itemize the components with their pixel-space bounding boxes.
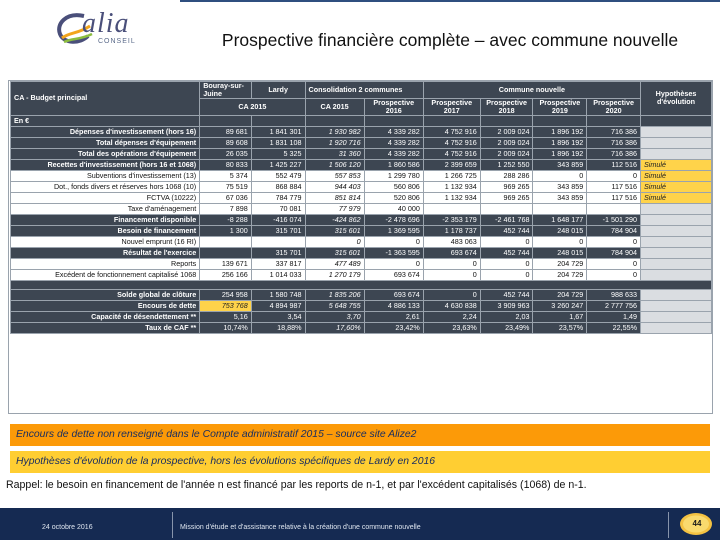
value-cell: 67 036 [200, 192, 252, 203]
value-cell [251, 236, 305, 247]
hypothesis-cell [641, 137, 712, 148]
value-cell [200, 247, 252, 258]
value-cell: 784 779 [251, 192, 305, 203]
header-blank [305, 115, 364, 126]
value-cell [423, 203, 480, 214]
value-cell: 693 674 [423, 247, 480, 258]
value-cell: 988 633 [587, 289, 641, 300]
row-label: Excédent de fonctionnement capitalisé 1068 [11, 269, 200, 280]
value-cell: 1 896 192 [533, 148, 587, 159]
value-cell: 1 896 192 [533, 137, 587, 148]
row-label: Dot., fonds divers et réserves hors 1068 (10) [11, 181, 200, 192]
table-row [11, 311, 712, 322]
table-row [11, 269, 712, 280]
hypothesis-cell [641, 214, 712, 225]
value-cell: 560 806 [364, 181, 423, 192]
value-cell: 452 744 [480, 289, 533, 300]
value-cell: 1 648 177 [533, 214, 587, 225]
value-cell: 693 674 [364, 269, 423, 280]
value-cell: 204 729 [533, 258, 587, 269]
row-label: Résultat de l'exercice [11, 247, 200, 258]
value-cell: 2 777 756 [587, 300, 641, 311]
value-cell: 0 [533, 236, 587, 247]
value-cell: 75 519 [200, 181, 252, 192]
value-cell: 254 958 [200, 289, 252, 300]
hypothesis-cell: Simulé [641, 181, 712, 192]
logo-text: alia [82, 8, 130, 39]
value-cell: 784 904 [587, 247, 641, 258]
note-encours: Encours de dette non renseigné dans le Compte administratif 2015 – source site Alize2 [10, 424, 710, 446]
value-cell: 1,49 [587, 311, 641, 322]
value-cell: 557 853 [305, 170, 364, 181]
row-label: Besoin de financement [11, 225, 200, 236]
value-cell [200, 236, 252, 247]
footer-mission: Mission d'étude et d'assistance relative à la création d'une commune nouvelle [180, 524, 421, 531]
row-label: Solde global de clôture [11, 289, 200, 300]
header-unit: En € [11, 115, 200, 126]
table-row [11, 159, 712, 170]
value-cell: 343 859 [533, 192, 587, 203]
value-cell: 3 260 247 [533, 300, 587, 311]
value-cell: 0 [364, 258, 423, 269]
value-cell: 0 [305, 236, 364, 247]
value-cell: 0 [423, 258, 480, 269]
value-cell: 23,49% [480, 322, 533, 333]
row-label: Total dépenses d'équipement [11, 137, 200, 148]
value-cell: 315 601 [305, 247, 364, 258]
value-cell: 248 015 [533, 225, 587, 236]
header-lardy: Lardy [251, 82, 305, 99]
table-row [11, 236, 712, 247]
footer-date: 24 octobre 2016 [42, 524, 93, 531]
header-bouray: Bouray-sur-Juine [200, 82, 252, 99]
row-label: Encours de dette [11, 300, 200, 311]
hypothesis-cell [641, 126, 712, 137]
value-cell: 315 701 [251, 225, 305, 236]
value-cell: 0 [423, 269, 480, 280]
value-cell: 753 768 [200, 300, 252, 311]
value-cell: 89 608 [200, 137, 252, 148]
value-cell: 23,63% [423, 322, 480, 333]
value-cell: 337 817 [251, 258, 305, 269]
table-row [11, 300, 712, 311]
value-cell: 0 [533, 170, 587, 181]
value-cell: 1 841 301 [251, 126, 305, 137]
value-cell: 0 [587, 258, 641, 269]
header-consolidation: Consolidation 2 communes [305, 82, 423, 99]
value-cell: 477 489 [305, 258, 364, 269]
value-cell: 1 369 595 [364, 225, 423, 236]
value-cell: 343 859 [533, 159, 587, 170]
value-cell: 969 265 [480, 192, 533, 203]
hypothesis-cell [641, 258, 712, 269]
value-cell: 452 744 [480, 247, 533, 258]
value-cell: 343 859 [533, 181, 587, 192]
value-cell [587, 203, 641, 214]
value-cell: 117 516 [587, 192, 641, 203]
value-cell: 1 831 108 [251, 137, 305, 148]
header-hypotheses: Hypothèses d'évolution [641, 82, 712, 116]
value-cell: 77 979 [305, 203, 364, 214]
value-cell: 2 009 024 [480, 126, 533, 137]
header-blank [423, 115, 480, 126]
row-label: FCTVA (10222) [11, 192, 200, 203]
header-blank [251, 115, 305, 126]
value-cell: -1 501 290 [587, 214, 641, 225]
value-cell: 0 [480, 258, 533, 269]
table-row [11, 225, 712, 236]
logo-subtext: CONSEIL [98, 38, 136, 45]
value-cell: 5 648 755 [305, 300, 364, 311]
table-row [11, 289, 712, 300]
value-cell: 18,88% [251, 322, 305, 333]
page-number: 44 [692, 519, 702, 528]
table-row [11, 137, 712, 148]
value-cell: 552 479 [251, 170, 305, 181]
note-hypotheses: Hypothèses d'évolution de la prospective, hors les évolutions spécifiques de Lardy en 2016 [10, 451, 710, 473]
value-cell: 716 386 [587, 126, 641, 137]
value-cell: 204 729 [533, 269, 587, 280]
value-cell: 288 286 [480, 170, 533, 181]
row-label: Financement disponible [11, 214, 200, 225]
value-cell: 851 814 [305, 192, 364, 203]
prospective-table [10, 81, 712, 334]
value-cell: 3 909 963 [480, 300, 533, 311]
value-cell: -2 461 768 [480, 214, 533, 225]
value-cell: 1 920 716 [305, 137, 364, 148]
value-cell: 7 898 [200, 203, 252, 214]
value-cell: 3,70 [305, 311, 364, 322]
value-cell: 204 729 [533, 289, 587, 300]
value-cell: 22,55% [587, 322, 641, 333]
value-cell: 5 325 [251, 148, 305, 159]
row-label: Taxe d'aménagement [11, 203, 200, 214]
value-cell: 89 681 [200, 126, 252, 137]
spacer-cell [11, 280, 712, 289]
table-row [11, 148, 712, 159]
value-cell: 0 [480, 269, 533, 280]
value-cell: 70 081 [251, 203, 305, 214]
header-year: Prospective 2016 [364, 98, 423, 115]
value-cell: 0 [480, 236, 533, 247]
value-cell: 0 [587, 236, 641, 247]
hypothesis-cell [641, 311, 712, 322]
value-cell: 0 [423, 289, 480, 300]
footer-divider [668, 512, 669, 538]
hypothesis-cell [641, 269, 712, 280]
header-commune-nouvelle: Commune nouvelle [423, 82, 640, 99]
header-blank [641, 115, 712, 126]
value-cell: -8 288 [200, 214, 252, 225]
value-cell: 4 339 282 [364, 137, 423, 148]
value-cell: 248 015 [533, 247, 587, 258]
hypothesis-cell [641, 247, 712, 258]
value-cell: 1 425 227 [251, 159, 305, 170]
value-cell: -416 074 [251, 214, 305, 225]
header-label-cell: CA - Budget principal [11, 82, 200, 116]
value-cell: -424 862 [305, 214, 364, 225]
value-cell: 1 860 586 [364, 159, 423, 170]
row-label: Total des opérations d'équipement [11, 148, 200, 159]
value-cell: 2,24 [423, 311, 480, 322]
row-label: Reports [11, 258, 200, 269]
value-cell: 1 580 748 [251, 289, 305, 300]
header-blank [200, 115, 252, 126]
footer-divider [172, 512, 173, 538]
hypothesis-cell [641, 289, 712, 300]
table-row [11, 322, 712, 333]
table-header-row [11, 115, 712, 126]
value-cell: 1 266 725 [423, 170, 480, 181]
row-label: Capacité de désendettement ** [11, 311, 200, 322]
row-label: Nouvel emprunt (16 RI) [11, 236, 200, 247]
table-row [11, 247, 712, 258]
value-cell: 117 516 [587, 181, 641, 192]
value-cell: 31 360 [305, 148, 364, 159]
header-blank [587, 115, 641, 126]
value-cell: 0 [587, 170, 641, 181]
value-cell: 23,57% [533, 322, 587, 333]
value-cell: 4 630 838 [423, 300, 480, 311]
value-cell [533, 203, 587, 214]
header-blank [480, 115, 533, 126]
value-cell: 4 339 282 [364, 148, 423, 159]
value-cell: -2 353 179 [423, 214, 480, 225]
value-cell: 2 399 659 [423, 159, 480, 170]
value-cell: 0 [587, 269, 641, 280]
value-cell: 4 752 916 [423, 148, 480, 159]
value-cell: 315 601 [305, 225, 364, 236]
table-row [11, 214, 712, 225]
rappel-text: Rappel: le besoin en financement de l'année n est financé par les reports de n-1, et par l'excédent capitalisés (1068) de n-1. [6, 479, 587, 491]
hypothesis-cell: Simulé [641, 159, 712, 170]
hypothesis-cell [641, 236, 712, 247]
row-label: Recettes d'investissement (hors 16 et 1068) [11, 159, 200, 170]
value-cell: 944 403 [305, 181, 364, 192]
value-cell: 315 701 [251, 247, 305, 258]
value-cell: 5,16 [200, 311, 252, 322]
row-label: Dépenses d'investissement (hors 16) [11, 126, 200, 137]
value-cell: 10,74% [200, 322, 252, 333]
hypothesis-cell [641, 148, 712, 159]
value-cell: 1 270 179 [305, 269, 364, 280]
table-row [11, 170, 712, 181]
hypothesis-cell [641, 203, 712, 214]
value-cell: 969 265 [480, 181, 533, 192]
value-cell: 23,42% [364, 322, 423, 333]
hypothesis-cell: Simulé [641, 192, 712, 203]
value-cell: 112 516 [587, 159, 641, 170]
header-year: Prospective 2017 [423, 98, 480, 115]
row-label: Subventions d'investissement (13) [11, 170, 200, 181]
value-cell: 80 833 [200, 159, 252, 170]
value-cell: 520 806 [364, 192, 423, 203]
header-ca2015: CA 2015 [200, 98, 305, 115]
value-cell: 40 000 [364, 203, 423, 214]
table-row [11, 203, 712, 214]
header-blank [364, 115, 423, 126]
value-cell: 2 009 024 [480, 148, 533, 159]
value-cell: 26 035 [200, 148, 252, 159]
value-cell: 5 374 [200, 170, 252, 181]
value-cell: 784 904 [587, 225, 641, 236]
value-cell: 139 671 [200, 258, 252, 269]
value-cell: 4 752 916 [423, 126, 480, 137]
value-cell [480, 203, 533, 214]
value-cell: 1 252 550 [480, 159, 533, 170]
value-cell: -1 363 595 [364, 247, 423, 258]
title-rule [180, 0, 720, 2]
hypothesis-cell [641, 322, 712, 333]
value-cell: 452 744 [480, 225, 533, 236]
value-cell: 716 386 [587, 148, 641, 159]
footer-bar [0, 508, 720, 540]
table-row [11, 192, 712, 203]
value-cell: 1 132 934 [423, 192, 480, 203]
hypothesis-cell: Simulé [641, 170, 712, 181]
table-header-row [11, 82, 712, 99]
table-row [11, 181, 712, 192]
value-cell: 2 009 024 [480, 137, 533, 148]
value-cell: 483 063 [423, 236, 480, 247]
value-cell: 4 894 987 [251, 300, 305, 311]
value-cell: 1 300 [200, 225, 252, 236]
value-cell: 3,54 [251, 311, 305, 322]
header-ca2015: CA 2015 [305, 98, 364, 115]
header-year: Prospective 2018 [480, 98, 533, 115]
value-cell: 4 886 133 [364, 300, 423, 311]
header-year: Prospective 2019 [533, 98, 587, 115]
value-cell: 4 339 282 [364, 126, 423, 137]
value-cell: 1 506 120 [305, 159, 364, 170]
row-label: Taux de CAF ** [11, 322, 200, 333]
value-cell: 868 884 [251, 181, 305, 192]
value-cell: 1 014 033 [251, 269, 305, 280]
header-year: Prospective 2020 [587, 98, 641, 115]
slide-title: Prospective financière complète – avec commune nouvelle [221, 30, 679, 50]
value-cell: 4 752 916 [423, 137, 480, 148]
value-cell: 256 166 [200, 269, 252, 280]
hypothesis-cell [641, 300, 712, 311]
value-cell: 693 674 [364, 289, 423, 300]
value-cell: 716 386 [587, 137, 641, 148]
value-cell: 2,03 [480, 311, 533, 322]
value-cell: 1 132 934 [423, 181, 480, 192]
value-cell: 1 896 192 [533, 126, 587, 137]
value-cell: 0 [364, 236, 423, 247]
calia-logo [52, 6, 152, 50]
table-row [11, 126, 712, 137]
value-cell: 1 299 780 [364, 170, 423, 181]
value-cell: 2,61 [364, 311, 423, 322]
value-cell: 1 835 206 [305, 289, 364, 300]
header-blank [533, 115, 587, 126]
hypothesis-cell [641, 225, 712, 236]
table-row [11, 258, 712, 269]
value-cell: 1 178 737 [423, 225, 480, 236]
table-spacer-row [11, 280, 712, 289]
value-cell: -2 478 696 [364, 214, 423, 225]
value-cell: 17,60% [305, 322, 364, 333]
value-cell: 1 930 982 [305, 126, 364, 137]
value-cell: 1,67 [533, 311, 587, 322]
